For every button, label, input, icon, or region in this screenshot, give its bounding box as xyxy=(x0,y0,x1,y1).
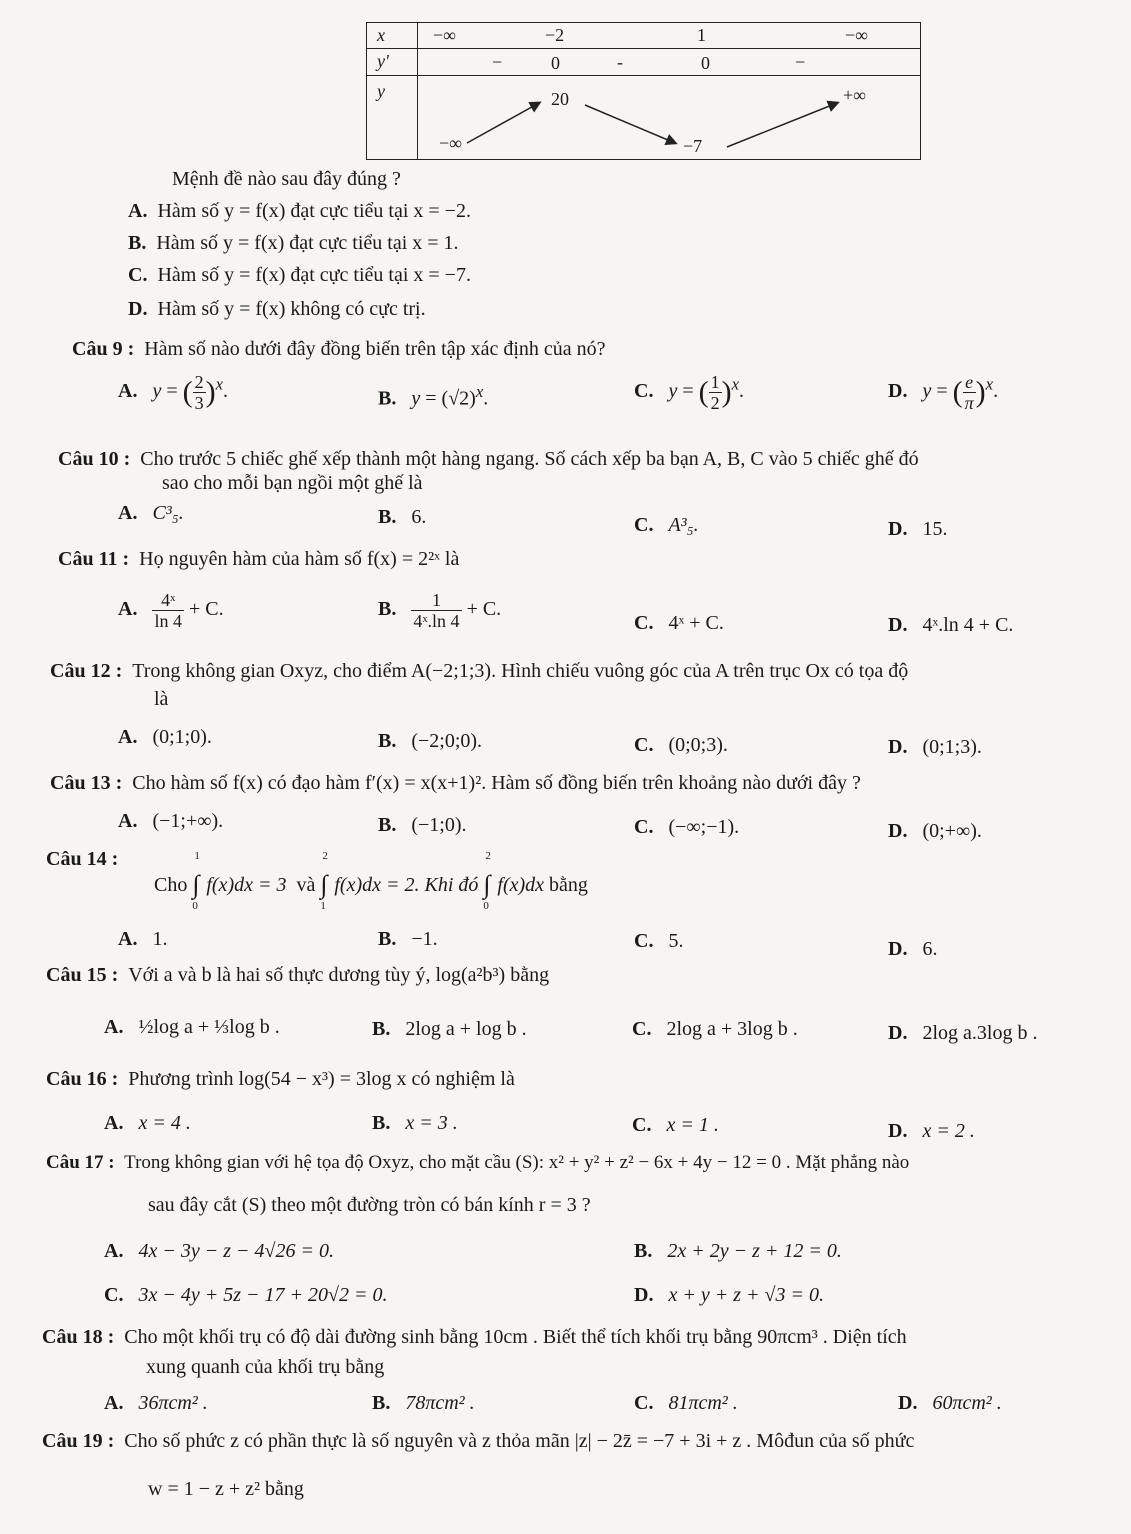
q10-option-b[interactable]: B. 6. xyxy=(378,506,427,528)
x-value: −∞ xyxy=(433,25,456,45)
q8-option-c[interactable]: C. Hàm số y = f(x) đạt cực tiểu tại x = −7. xyxy=(128,264,471,286)
y-prime-sign: - xyxy=(617,52,623,72)
q14-stem: Cho 1 ∫ 0 f(x)dx = 3 và 2 ∫ 1 f(x)dx = 2. Khi đó 2 ∫ 0 f(x)dx bằng xyxy=(154,850,588,912)
q8-option-b[interactable]: B. Hàm số y = f(x) đạt cực tiểu tại x = 1. xyxy=(128,232,459,254)
q16-option-b[interactable]: B. x = 3 . xyxy=(372,1112,458,1134)
q10-option-a[interactable]: A. C³₅. xyxy=(118,502,184,524)
q9-option-b[interactable]: B. $y = (√2)^x$. xyxy=(378,382,489,410)
q17-option-c[interactable]: C. 3x − 4y + 5z − 17 + 20√2 = 0. xyxy=(104,1284,388,1306)
q18-option-c[interactable]: C. 81πcm² . xyxy=(634,1392,738,1414)
q18-stem-line2: xung quanh của khối trụ bằng xyxy=(146,1356,385,1378)
q17-option-d[interactable]: D. x + y + z + √3 = 0. xyxy=(634,1284,824,1306)
q11-option-b[interactable]: B. $\frac{1}{\text{4ˣ.ln 4}}$ + C. xyxy=(378,590,502,631)
q8-prompt: Mệnh đề nào sau đây đúng ? xyxy=(172,168,401,190)
q13-option-d[interactable]: D. (0;+∞). xyxy=(888,820,982,842)
y-prime-sign: − xyxy=(492,52,503,72)
q15-stem: Câu 15 : Với a và b là hai số thực dương tùy ý, log(a²b³) bằng xyxy=(46,964,550,986)
q9-option-c[interactable]: C. y = ( $\frac{1}{2}$ )$^x$. xyxy=(634,372,745,413)
q13-option-c[interactable]: C. (−∞;−1). xyxy=(634,816,740,838)
q12-option-d[interactable]: D. (0;1;3). xyxy=(888,736,982,758)
q14-label: Câu 14 : xyxy=(46,848,119,870)
q14-option-d[interactable]: D. 6. xyxy=(888,938,938,960)
y-value: 20 xyxy=(551,89,569,109)
q10-option-c[interactable]: C. A³₅. xyxy=(634,514,699,536)
q11-option-c[interactable]: C. 4ˣ + C. xyxy=(634,612,724,634)
q16-stem: Câu 16 : Phương trình log(54 − x³) = 3log x có nghiệm là xyxy=(46,1068,515,1090)
q11-option-d[interactable]: D. 4ˣ.ln 4 + C. xyxy=(888,614,1014,636)
q12-option-a[interactable]: A. (0;1;0). xyxy=(118,726,212,748)
q10-option-d[interactable]: D. 15. xyxy=(888,518,948,540)
q8-option-d[interactable]: D. Hàm số y = f(x) không có cực trị. xyxy=(128,298,426,320)
q16-option-a[interactable]: A. x = 4 . xyxy=(104,1112,191,1134)
q16-option-d[interactable]: D. x = 2 . xyxy=(888,1120,975,1142)
q18-option-d[interactable]: D. 60πcm² . xyxy=(898,1392,1002,1414)
variation-arrows xyxy=(367,23,920,159)
q13-option-a[interactable]: A. (−1;+∞). xyxy=(118,810,224,832)
q18-option-a[interactable]: A. 36πcm² . xyxy=(104,1392,208,1414)
q14-option-c[interactable]: C. 5. xyxy=(634,930,684,952)
y-prime-sign: 0 xyxy=(551,53,560,73)
q9-stem: Câu 9 : Hàm số nào dưới đây đồng biến trên tập xác định của nó? xyxy=(72,338,606,360)
y-prime-sign: − xyxy=(795,52,806,72)
variation-table xyxy=(366,22,921,160)
q12-option-c[interactable]: C. (0;0;3). xyxy=(634,734,728,756)
q19-stem-line2: w = 1 − z + z² bằng xyxy=(148,1478,304,1500)
x-label: x xyxy=(377,25,385,45)
q12-stem: Câu 12 : Trong không gian Oxyz, cho điểm A(−2;1;3). Hình chiếu vuông góc của A trên trục Ox có tọa độ xyxy=(50,660,909,682)
q18-stem: Câu 18 : Cho một khối trụ có độ dài đường sinh bằng 10cm . Biết thể tích khối trụ bằng 90πcm³ . Diện tích xyxy=(42,1326,907,1348)
q18-option-b[interactable]: B. 78πcm² . xyxy=(372,1392,475,1414)
q9-option-d[interactable]: D. y = ( $\frac{e}{\pi}$ )$^x$. xyxy=(888,372,999,413)
q9-option-a[interactable]: A. y = ( $\frac{2}{3}$ )$^x$. xyxy=(118,372,229,413)
y-value: −∞ xyxy=(439,133,462,153)
y-label: y xyxy=(377,81,385,101)
q14-option-a[interactable]: A. 1. xyxy=(118,928,168,950)
q8-option-a[interactable]: A. Hàm số y = f(x) đạt cực tiểu tại x = −2. xyxy=(128,200,471,222)
q15-option-b[interactable]: B. 2log a + log b . xyxy=(372,1018,527,1040)
y-prime-label: y' xyxy=(377,51,389,71)
q10-stem: Câu 10 : Cho trước 5 chiếc ghế xếp thành một hàng ngang. Số cách xếp ba bạn A, B, C vào 5 chiếc ghế đó xyxy=(58,448,919,470)
q14-option-b[interactable]: B. −1. xyxy=(378,928,438,950)
q19-stem: Câu 19 : Cho số phức z có phần thực là số nguyên và z thỏa mãn |z| − 2z̄ = −7 + 3i + z . Môđun của số phức xyxy=(42,1430,915,1452)
x-value: −∞ xyxy=(845,25,868,45)
y-value: +∞ xyxy=(843,85,866,105)
q17-option-b[interactable]: B. 2x + 2y − z + 12 = 0. xyxy=(634,1240,842,1262)
q15-option-d[interactable]: D. 2log a.3log b . xyxy=(888,1022,1038,1044)
y-prime-sign: 0 xyxy=(701,53,710,73)
q17-option-a[interactable]: A. 4x − 3y − z − 4√26 = 0. xyxy=(104,1240,334,1262)
q15-option-a[interactable]: A. ½log a + ⅓log b . xyxy=(104,1016,280,1038)
y-value: −7 xyxy=(683,136,703,156)
q11-stem: Câu 11 : Họ nguyên hàm của hàm số f(x) = 2²ˣ là xyxy=(58,548,460,570)
q11-option-a[interactable]: A. $\frac{\text{4ˣ}}{\ln 4}$ + C. xyxy=(118,590,224,631)
q13-option-b[interactable]: B. (−1;0). xyxy=(378,814,467,836)
q12-option-b[interactable]: B. (−2;0;0). xyxy=(378,730,483,752)
x-value: −2 xyxy=(545,25,565,45)
q10-stem-line2: sao cho mỗi bạn ngồi một ghế là xyxy=(162,472,423,494)
x-value: 1 xyxy=(697,25,706,45)
q16-option-c[interactable]: C. x = 1 . xyxy=(632,1114,719,1136)
q17-stem-line2: sau đây cắt (S) theo một đường tròn có bán kính r = 3 ? xyxy=(148,1194,591,1216)
q13-stem: Câu 13 : Cho hàm số f(x) có đạo hàm f′(x) = x(x+1)². Hàm số đồng biến trên khoảng nào dưới đây ? xyxy=(50,772,861,794)
q12-stem-line2: là xyxy=(154,688,169,710)
q17-stem: Câu 17 : Trong không gian với hệ tọa độ Oxyz, cho mặt cầu (S): x² + y² + z² − 6x + 4y − 12 = 0 . Mặt phẳng nào xyxy=(46,1152,910,1173)
q15-option-c[interactable]: C. 2log a + 3log b . xyxy=(632,1018,798,1040)
